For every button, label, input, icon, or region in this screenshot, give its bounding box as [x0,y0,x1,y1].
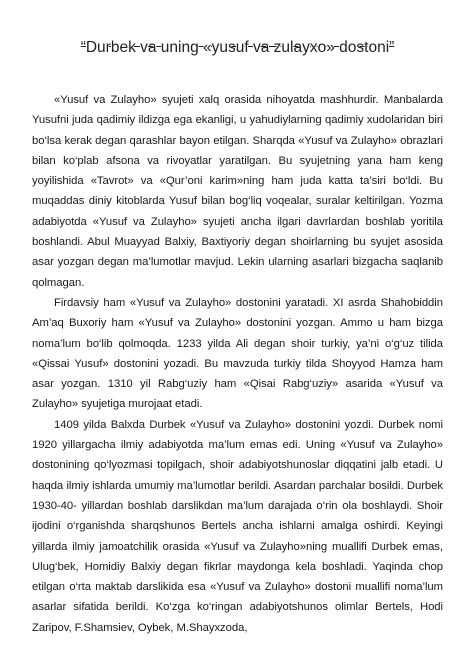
paragraph-2: Firdavsiy ham «Yusuf va Zulayho» dostonini yaratadi. XI asrda Shahobiddin Am’aq Buxoriy ham «Yusuf va Zulayho» dostonini yozgan. Ammo u ham bizga noma’lum bo‘lib qolmoqda. 1233 yilda Ali degan shoir turkiy, ya’ni o‘g‘uz tilida «Qissai Yusuf» dostonini yozadi. Bu mavzuda turkiy tilda Shoyyod Hamza ham asar yozgan. 1310 yil Rabg‘uziy ham «Qisai Rabg‘uziy» asarida «Yusuf va Zulayho» syujetiga murojaat etadi. [32,296,443,411]
paragraph-1: «Yusuf va Zulayho» syujeti xalq orasida nihoyatda mashhurdir. Manbalarda Yusufni juda qadimiy ildizga ega ekanligi, u yahudiylarning qadimiy xudolaridan biri bo‘lsa kerak degan qarashlar bayon etilgan. Sharqda «Yusuf va Zulayho» obrazlari bilan ko‘plab afsona va rivoyatlar yaratilgan. Bu syujetning yana ham keng yoyilishida «Tavrot» va «Qur’oni karim»ning ham juda katta ta’siri bo‘ldi. Bu muqaddas diniy kitoblarda Yusuf bilan bog‘liq voqealar, suralar keltirilgan. Yozma adabiyotda «Yusuf va Zulayho» syujeti ancha ilgari davrlardan boshlab yoritila boshlandi. Abul Muayyad Balxiy, Baxtiyoriy degan shoirlarning bu syujet asosida asar yozgan degan ma’lumotlar mavjud. Lekin ularning asarlari bizgacha saqlanib qolmagan. [32,94,443,289]
document-title: “Durbek va uning «yusuf va zulayxo» dostoni” [80,39,395,56]
paragraph-3: 1409 yilda Balxda Durbek «Yusuf va Zulayho» dostonini yozdi. Durbek nomi 1920 yillargacha ilmiy adabiyotda ma’lum emas edi. Uning «Yusuf va Zulayho» dostonining qo‘lyozmasi topilgach, shoir adabiyotshunoslar diqqatini jalb etadi. U haqda ilmiy ishlarda umumiy ma’lumotlar berildi. Asardan parchalar bosildi. Durbek 1930-40- yillardan boshlab darslikdan ma’lum darajada o‘rin ola boshlaydi. Shoir ijodini o‘rganishda sharqshunos Bertels ancha ishlarni amalga oshirdi. Keyingi yillarda ilmiy jamoatchilik orasida «Yusuf va Zulayho»ning muallifi Durbek emas, Ulug‘bek, Homidiy Balxiy degan fikrlar maydonga kela boshladi. Yaqinda chop etilgan o‘rta maktab darslikida esa «Yusuf va Zulayho» dostoni muallifi noma’lum asarlar sifatida berildi. Ko‘zga ko‘ringan adabiyotshunos olimlar Bertels, Hodi Zaripov, F.Shamsiev, Oybek, M.Shayxzoda, [32,418,443,634]
